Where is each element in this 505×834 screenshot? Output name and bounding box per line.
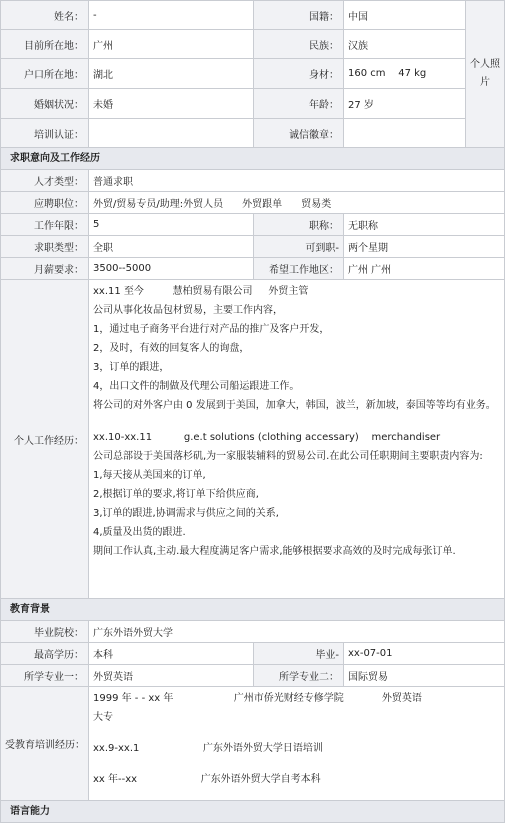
experience-line: 2,根据订单的要求,将订单下给供应商,: [93, 489, 259, 500]
major-two-label: 所学专业二：: [254, 665, 344, 687]
job-table: [0, 170, 505, 599]
ethnicity-label: 民族：: [254, 30, 344, 59]
training-line: [93, 758, 500, 770]
ethnicity-value: 汉族: [344, 30, 466, 59]
experience-line: 将公司的对外客户由 0 发展到于美国，加拿大，韩国，波兰，新加坡，泰国等等均有业务。: [93, 400, 496, 411]
experience-line: xx.11 至今 慧柏贸易有限公司 外贸主管: [93, 286, 309, 297]
certification-label: 培训认证：: [0, 119, 89, 148]
nationality-value: 中国: [344, 1, 466, 30]
arrival-label: 可到职-: [254, 236, 344, 258]
salary-value: 3500--5000: [89, 258, 254, 280]
honesty-badge-value: [344, 119, 466, 148]
nationality-label: 国籍：: [254, 1, 344, 30]
work-years-value: 5: [89, 214, 254, 236]
talent-type-label: 人才类型：: [0, 170, 89, 192]
job-title-label: 职称：: [254, 214, 344, 236]
work-years-label: 工作年限：: [0, 214, 89, 236]
position-label: 应聘职位：: [0, 192, 89, 214]
degree-value: 本科: [89, 643, 254, 665]
experience-line: 期间工作认真,主动.最大程度满足客户需求,能够根据要求高效的及时完成每张订单.: [93, 546, 456, 557]
age-value: 27 岁: [344, 89, 466, 119]
experience-line: 3，订单的跟进，: [93, 362, 170, 373]
experience-line: 3,订单的跟进,协调需求与供应之间的关系,: [93, 508, 279, 519]
position-value: 外贸/贸易专员/助理:外贸人员 外贸跟单 贸易类: [89, 192, 505, 214]
hukou-label: 户口所在地：: [0, 59, 89, 89]
body-label: 身材：: [254, 59, 344, 89]
major-two-value: 国际贸易: [344, 665, 505, 687]
experience-line: xx.10-xx.11 g.e.t solutions (clothing accessary) merchandiser: [93, 432, 441, 443]
section-header-language: 语言能力: [0, 801, 505, 823]
major-one-value: 外贸英语: [89, 665, 254, 687]
training-label: 受教育培训经历：: [0, 687, 89, 801]
honesty-badge-label: 诚信徽章：: [254, 119, 344, 148]
training-line: xx 年--xx 广东外语外贸大学自考本科: [93, 774, 321, 785]
training-line: 1999 年 - - xx 年 广州市侨光财经专修学院 外贸英语 大专: [93, 693, 496, 723]
graduation-value: xx-07-01: [344, 643, 505, 665]
name-label: 姓名：: [0, 1, 89, 30]
work-experience-content: [89, 280, 505, 599]
arrival-value: 两个星期: [344, 236, 505, 258]
section-header-education: 教育背景: [0, 599, 505, 621]
training-line: [93, 727, 500, 739]
marital-label: 婚姻状况：: [0, 89, 89, 119]
work-experience-label: 个人工作经历：: [0, 280, 89, 599]
school-label: 毕业院校：: [0, 621, 89, 643]
section-header-job: 求职意向及工作经历: [0, 148, 505, 170]
experience-line: 公司从事化妆品包材贸易，主要工作内容，: [93, 305, 283, 316]
hukou-value: 湖北: [89, 59, 254, 89]
job-type-label: 求职类型：: [0, 236, 89, 258]
experience-line: 公司总部设于美国落杉矶,为一家服装辅料的贸易公司.在此公司任职期间主要职责内容为:: [93, 451, 483, 462]
experience-line: [93, 415, 500, 428]
education-table: [0, 621, 505, 801]
job-title-value: 无职称: [344, 214, 505, 236]
work-area-label: 希望工作地区：: [254, 258, 344, 280]
basic-info-table: [0, 0, 505, 148]
graduation-label: 毕业-: [254, 643, 344, 665]
experience-line: 1，通过电子商务平台进行对产品的推广及客户开发，: [93, 324, 330, 335]
salary-label: 月薪要求：: [0, 258, 89, 280]
name-value: -: [89, 1, 254, 30]
degree-label: 最高学历：: [0, 643, 89, 665]
experience-line: 4,质量及出货的跟进.: [93, 527, 186, 538]
training-line: xx.9-xx.1 广东外语外贸大学日语培训: [93, 743, 323, 754]
work-area-value: 广州 广州: [344, 258, 505, 280]
major-one-label: 所学专业一：: [0, 665, 89, 687]
certification-value: [89, 119, 254, 148]
talent-type-value: 普通求职: [89, 170, 505, 192]
marital-value: 未婚: [89, 89, 254, 119]
location-value: 广州: [89, 30, 254, 59]
location-label: 目前所在地：: [0, 30, 89, 59]
experience-line: 4，出口文件的制做及代理公司船运跟进工作。: [93, 381, 300, 392]
experience-line: 1,每天接从美国来的订单,: [93, 470, 206, 481]
body-value: 160 cm 47 kg: [344, 59, 466, 89]
photo-placeholder: 个人照片: [466, 1, 505, 148]
job-type-value: 全职: [89, 236, 254, 258]
school-value: 广东外语外贸大学: [89, 621, 505, 643]
age-label: 年龄：: [254, 89, 344, 119]
experience-line: 2，及时，有效的回复客人的询盘，: [93, 343, 250, 354]
training-content: [89, 687, 505, 801]
